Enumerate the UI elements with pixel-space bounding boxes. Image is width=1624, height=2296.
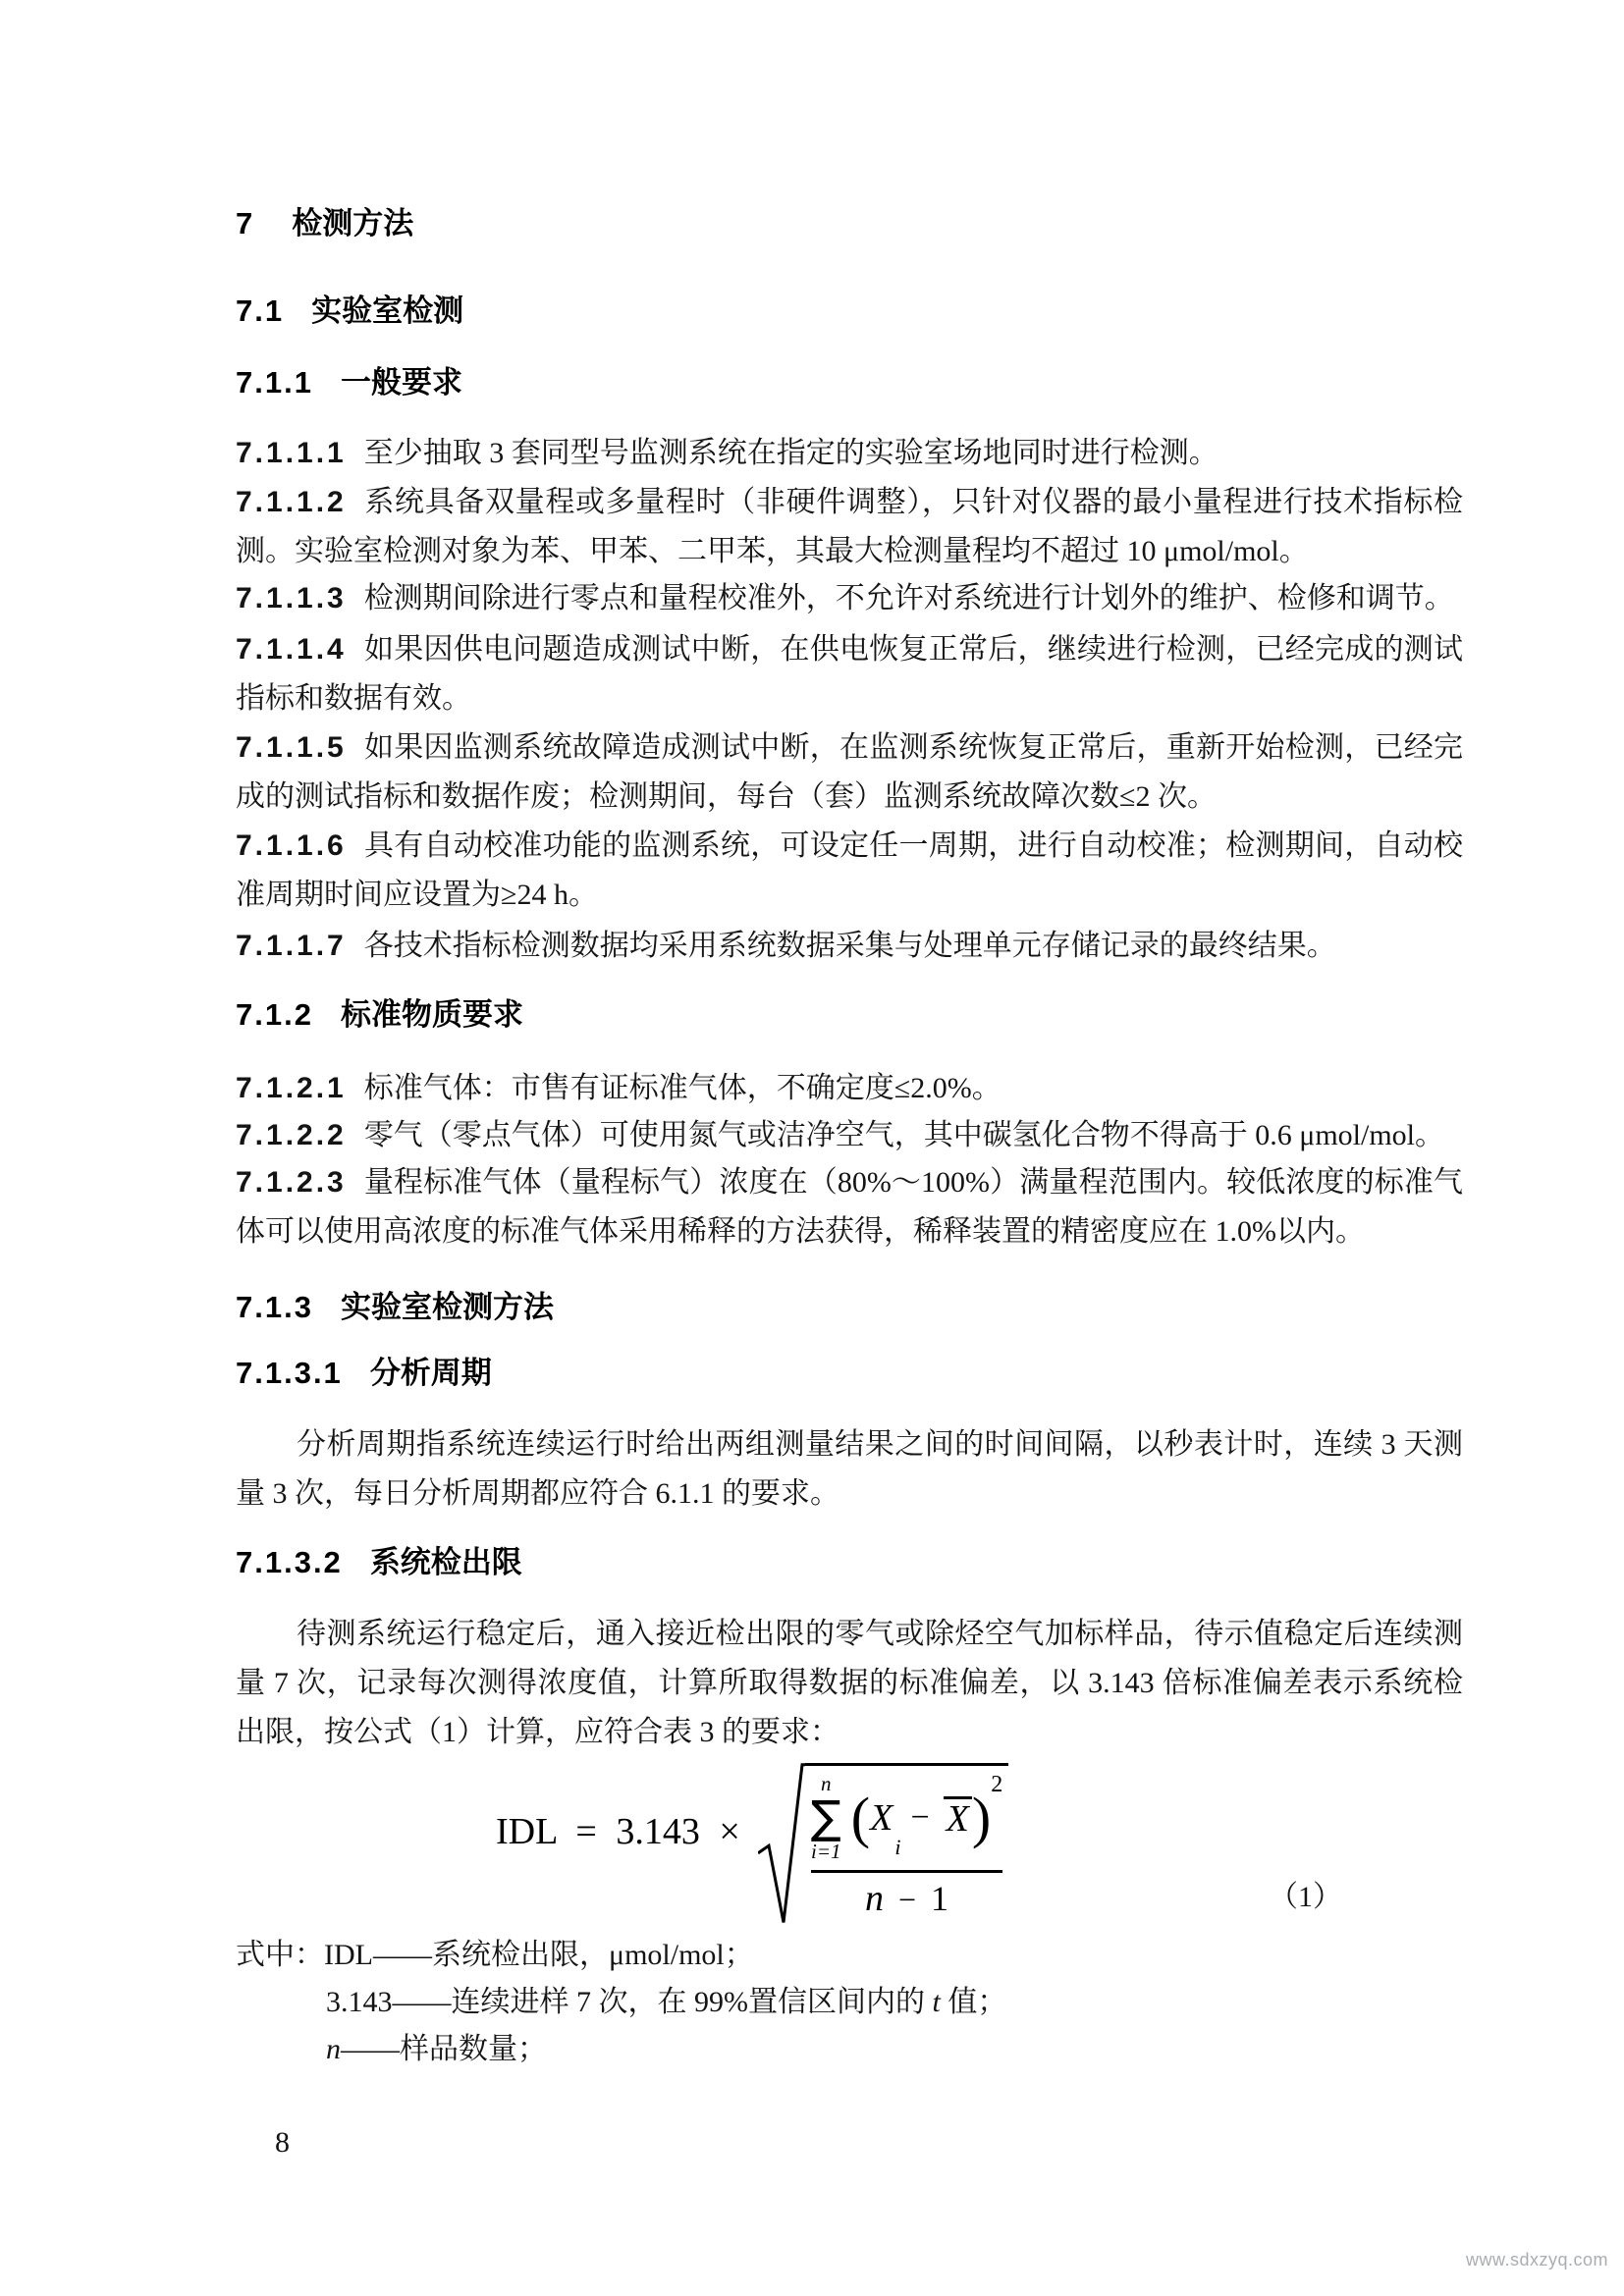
- legend-description: 系统检出限，μmol/mol；: [431, 1939, 754, 1971]
- clause-7-1-2-1: [236, 1064, 1463, 1113]
- variable-x-mean: X: [944, 1796, 972, 1840]
- minus-sign: −: [910, 1798, 930, 1836]
- paragraph-text: 待测系统运行稳定后，通入接近检出限的零气或除烃空气加标样品，待示值稳定后连续测量 7 次，记录每次测得浓度值，计算所取得数据的标准偏差，以 3.143 倍标准偏差表示系统检出限，按公式（1）计算，应符合表 3 的要求：: [236, 1618, 1463, 1748]
- open-parenthesis: (: [850, 1785, 871, 1849]
- legend-dash: ——: [372, 1939, 432, 1971]
- close-parenthesis: ): [971, 1785, 992, 1849]
- legend-description: 连续进样 7 次，在 99%置信区间内的: [451, 1986, 933, 2018]
- paragraph-text: 分析周期指系统连续运行时给出两组测量结果之间的时间间隔，以秒表计时，连续 3 天测量 3 次，每日分析周期都应符合 6.1.1 的要求。: [236, 1428, 1463, 1510]
- radical-sign-icon: [758, 1755, 805, 1926]
- summation-sign: ∑: [810, 1790, 841, 1843]
- clause-7-1-1-3: [236, 574, 1463, 623]
- legend-t-symbol: t: [932, 1986, 941, 2018]
- equals-sign: =: [575, 1811, 597, 1852]
- heading-7: [236, 199, 1463, 248]
- clause-number: 7.1.1.3: [236, 582, 347, 614]
- equation-number: （1）: [1269, 1881, 1342, 1913]
- clause-number: 7.1.1.5: [236, 731, 347, 764]
- heading-7-1-2-title: 标准物质要求: [340, 997, 523, 1032]
- heading-7-1-3-number: 7.1.3: [236, 1290, 313, 1324]
- heading-7-1-3-2-title: 系统检出限: [369, 1545, 522, 1579]
- legend-line-t-value: [236, 1979, 1463, 2026]
- clause-number: 7.1.1.2: [236, 486, 347, 518]
- clause-7-1-1-7: [236, 922, 1463, 971]
- paragraph-analysis-cycle: [236, 1420, 1463, 1519]
- heading-7-1-3-1-title: 分析周期: [369, 1356, 492, 1390]
- clause-text: 检测期间除进行零点和量程校准外，不允许对系统进行计划外的维护、检修和调节。: [363, 582, 1454, 614]
- clause-7-1-1-1: [236, 429, 1463, 478]
- heading-7-1-1-title: 一般要求: [340, 365, 462, 400]
- heading-7-1-3-1-number: 7.1.3.1: [236, 1356, 343, 1390]
- heading-7-1-3-1: [236, 1349, 1463, 1398]
- legend-n-symbol: n: [326, 2033, 341, 2065]
- summation: [811, 1774, 841, 1862]
- clause-text: 如果因供电问题造成测试中断，在供电恢复正常后，继续进行检测，已经完成的测试指标和数据有效。: [236, 633, 1463, 715]
- clause-7-1-2-2: [236, 1111, 1463, 1160]
- legend-symbol: IDL: [324, 1939, 373, 1971]
- fraction-numerator: [811, 1774, 1002, 1862]
- clause-text: 至少抽取 3 套同型号监测系统在指定的实验室场地同时进行检测。: [363, 437, 1218, 469]
- watermark: www.sdxzyq.com: [1465, 2250, 1608, 2269]
- formula-lhs: [496, 1810, 750, 1853]
- exponent-2: 2: [991, 1772, 1003, 1797]
- clause-number: 7.1.2.3: [236, 1166, 347, 1199]
- clause-text: 零气（零点气体）可使用氮气或洁净空气，其中碳氢化合物不得高于 0.6 μmol/mol。: [363, 1119, 1445, 1151]
- clause-7-1-2-3: [236, 1158, 1463, 1256]
- square-root: [758, 1755, 1024, 1926]
- clause-text: 量程标准气体（量程标气）浓度在（80%～100%）满量程范围内。较低浓度的标准气体可以使用高浓度的标准气体采用稀释的方法获得，稀释装置的精密度应在 1.0%以内。: [236, 1166, 1463, 1248]
- clause-7-1-1-5: [236, 723, 1463, 822]
- heading-7-1-3-title: 实验室检测方法: [340, 1290, 554, 1324]
- heading-7-1: [236, 287, 1463, 336]
- heading-7-1-1-number: 7.1.1: [236, 365, 313, 400]
- heading-7-1-2: [236, 990, 1463, 1040]
- legend-symbol: 3.143: [326, 1986, 393, 2018]
- fraction: [805, 1763, 1008, 1926]
- number-one: 1: [931, 1878, 948, 1918]
- summation-upper-limit: n: [821, 1772, 832, 1795]
- formula-idl: [496, 1755, 1024, 1926]
- legend-line-idl: [236, 1932, 1463, 1979]
- clause-text: 具有自动校准功能的监测系统，可设定任一周期，进行自动校准；检测期间，自动校准周期时间应设置为≥24 h。: [236, 829, 1463, 911]
- clause-7-1-1-6: [236, 822, 1463, 920]
- heading-7-number: 7: [236, 206, 255, 240]
- minus-sign: −: [897, 1881, 916, 1917]
- formula-coefficient: 3.143: [616, 1811, 700, 1852]
- clause-7-1-1-4: [236, 625, 1463, 723]
- formula-idl-symbol: IDL: [496, 1811, 557, 1852]
- clause-text: 系统具备双量程或多量程时（非硬件调整），只针对仪器的最小量程进行技术指标检测。实验室检测对象为苯、甲苯、二甲苯，其最大检测量程均不超过 10 μmol/mol。: [236, 486, 1463, 567]
- legend-description: 样品数量；: [400, 2033, 547, 2065]
- summation-lower-limit: i=1: [811, 1839, 841, 1863]
- legend-prefix: 式中：: [236, 1939, 324, 1971]
- clause-number: 7.1.1.6: [236, 829, 347, 862]
- heading-7-1-2-number: 7.1.2: [236, 997, 313, 1032]
- legend-dash: ——: [392, 1986, 452, 2018]
- clause-text: 标准气体：市售有证标准气体，不确定度≤2.0%。: [363, 1072, 1001, 1104]
- clause-7-1-1-2: [236, 478, 1463, 576]
- legend-description: 值；: [940, 1986, 1007, 2018]
- subscript-i: i: [894, 1834, 901, 1859]
- paragraph-detection-limit: [236, 1610, 1463, 1757]
- fraction-denominator: [811, 1873, 1002, 1926]
- heading-7-1-3: [236, 1283, 1463, 1332]
- variable-n: n: [864, 1877, 884, 1919]
- page-number: 8: [275, 2126, 290, 2159]
- clause-text: 各技术指标检测数据均采用系统数据采集与处理单元存储记录的最终结果。: [363, 930, 1336, 962]
- clause-number: 7.1.2.1: [236, 1072, 347, 1104]
- legend-dash: ——: [341, 2033, 400, 2065]
- heading-7-title: 检测方法: [292, 206, 414, 240]
- heading-7-1-title: 实验室检测: [311, 294, 464, 328]
- heading-7-1-number: 7.1: [236, 294, 285, 328]
- formula-legend: [236, 1932, 1463, 2073]
- clause-number: 7.1.1.7: [236, 930, 347, 962]
- heading-7-1-3-2-number: 7.1.3.2: [236, 1545, 343, 1579]
- variable-x: X: [870, 1796, 893, 1839]
- legend-line-n: [236, 2026, 1463, 2073]
- clause-number: 7.1.2.2: [236, 1119, 347, 1151]
- clause-number: 7.1.1.1: [236, 437, 347, 469]
- multiply-sign: ×: [719, 1811, 740, 1852]
- heading-7-1-1: [236, 358, 1463, 407]
- clause-text: 如果因监测系统故障造成测试中断，在监测系统恢复正常后，重新开始检测，已经完成的测试指标和数据作废；检测期间，每台（套）监测系统故障次数≤2 次。: [236, 731, 1463, 813]
- clause-number: 7.1.1.4: [236, 633, 347, 666]
- heading-7-1-3-2: [236, 1538, 1463, 1587]
